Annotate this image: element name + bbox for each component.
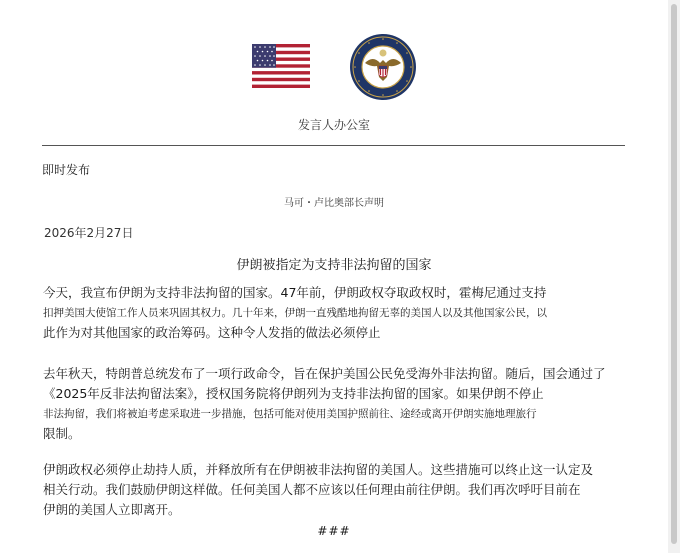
paragraph-line: 非法拘留，我们将被迫考虑采取进一步措施，包括可能对使用美国护照前往、途经或离开伊朗实施地理旅行	[43, 408, 537, 420]
department-of-state-seal-icon	[349, 33, 417, 101]
paragraph-line: 扣押美国大使馆工作人员来巩固其权力。几十年来，伊朗一直残酷地拘留无辜的美国人以及其他国家公民，以	[43, 307, 547, 319]
release-date: 2026年2月27日	[44, 226, 134, 240]
scrollbar-thumb[interactable]	[671, 4, 677, 544]
spokesperson-office-label: 发言人办公室	[297, 118, 370, 132]
end-mark: ###	[317, 524, 351, 538]
header-divider	[42, 145, 625, 146]
release-label: 即时发布	[42, 163, 91, 177]
paragraph-3	[43, 460, 593, 520]
paragraph-line: 相关行动。我们鼓励伊朗这样做。任何美国人都不应该以任何理由前往伊朗。我们再次呼吁目前在	[43, 482, 581, 497]
statement-byline: 马可・卢比奥部长声明	[284, 198, 384, 209]
vertical-scrollbar[interactable]	[668, 0, 680, 553]
paragraph-2	[43, 364, 606, 444]
paragraph-1	[43, 283, 547, 343]
paragraph-line: 此作为对其他国家的政治筹码。这种令人发指的做法必须停止	[43, 325, 381, 340]
paragraph-line: 伊朗政权必须停止劫持人质，并释放所有在伊朗被非法拘留的美国人。这些措施可以终止这一认定及	[43, 462, 594, 477]
us-flag-icon	[252, 44, 310, 88]
paragraph-line: 限制。	[43, 426, 81, 441]
paragraph-line: 去年秋天，特朗普总统发布了一项行政命令，旨在保护美国公民免受海外非法拘留。随后，国会通过了	[43, 366, 606, 381]
paragraph-line: 今天，我宣布伊朗为支持非法拘留的国家。47年前，伊朗政权夺取政权时，霍梅尼通过支持	[43, 285, 547, 300]
paragraph-line: 《2025年反非法拘留法案》，授权国务院将伊朗列为支持非法拘留的国家。如果伊朗不停止	[43, 386, 544, 401]
paragraph-line: 伊朗的美国人立即离开。	[43, 502, 181, 517]
statement-headline: 伊朗被指定为支持非法拘留的国家	[236, 258, 432, 273]
